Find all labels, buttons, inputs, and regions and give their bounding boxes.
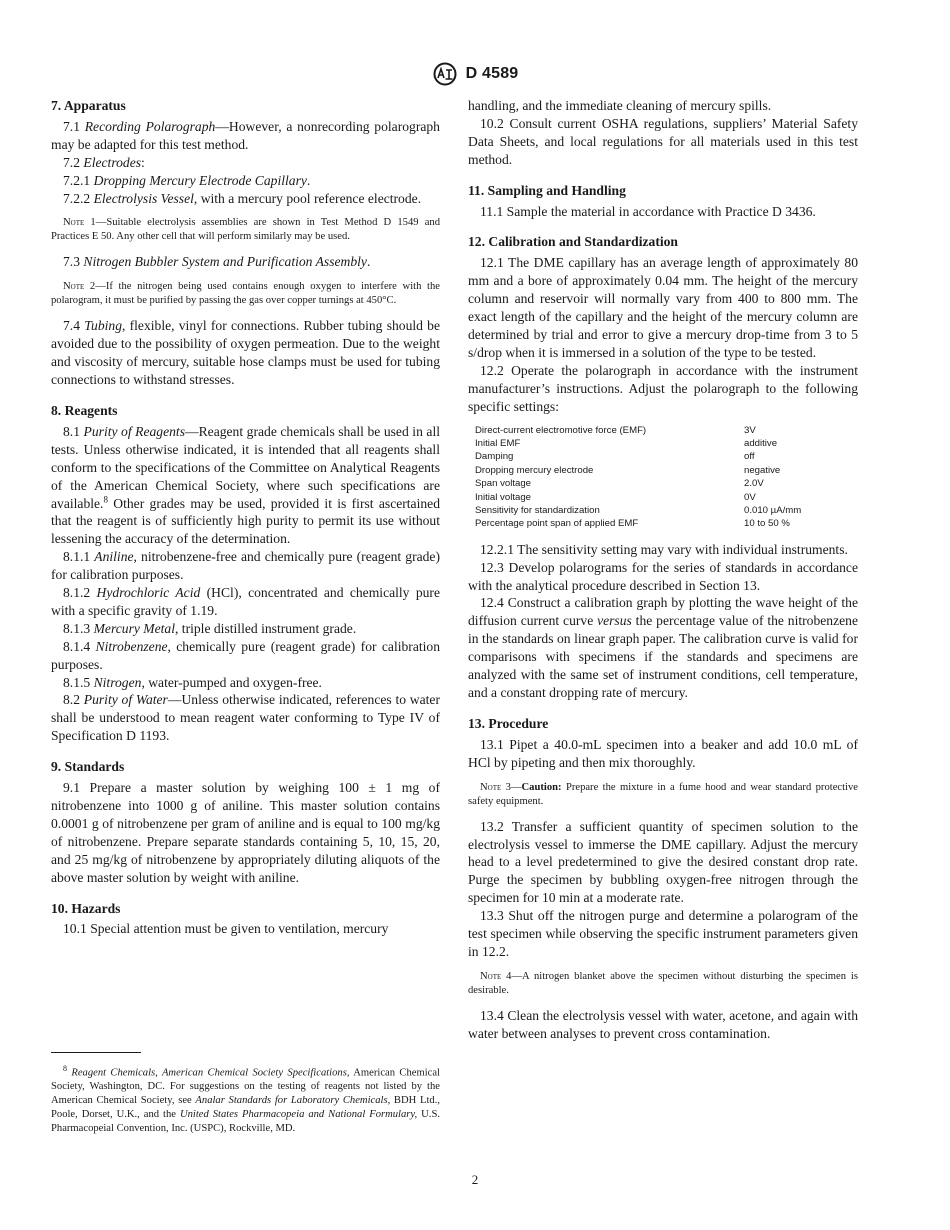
paragraph-7-2-2: 7.2.2 Electrolysis Vessel, with a mercury pool reference electrode. bbox=[63, 190, 422, 206]
astm-logo-icon bbox=[432, 62, 458, 86]
paragraph-12-2-1: 12.2.1 The sensitivity setting may vary with individual instruments. bbox=[480, 541, 848, 557]
section-8-heading: 8. Reagents bbox=[51, 402, 118, 418]
setting-value: 2.0V bbox=[744, 478, 764, 490]
table-row bbox=[468, 464, 858, 477]
setting-value: 0V bbox=[744, 491, 756, 503]
polarograph-settings-table bbox=[468, 424, 858, 531]
setting-value: 3V bbox=[744, 424, 756, 436]
paragraph-7-1: 7.1 Recording Polarograph—However, a nonrecording polarograph may be adapted for this test method. bbox=[51, 118, 440, 152]
paragraph-13-1: 13.1 Pipet a 40.0-mL specimen into a beaker and add 10.0 mL of HCl by pipeting and then mix thoroughly. bbox=[468, 736, 858, 770]
note-3: Note 3—Caution: Prepare the mixture in a fume hood and wear standard protective safety equipment. bbox=[468, 781, 858, 807]
table-row bbox=[468, 437, 858, 450]
setting-name: Damping bbox=[475, 451, 514, 463]
right-column bbox=[468, 97, 858, 1043]
setting-name: Initial voltage bbox=[475, 491, 531, 503]
setting-value: off bbox=[744, 451, 755, 463]
paragraph-8-1: 8.1 Purity of Reagents—Reagent grade chemicals shall be used in all tests. Unless otherwise indicated, it is intended that all reagents shall conform to the specifications of the Committee on Analytical Reagents of the American Chemical Society, where such specifications are available.$^8$ Other grades may be used, provided it is first ascertained that the reagent is of sufficiently high purity to permit its use without lessening the accuracy of the determination. bbox=[51, 423, 440, 547]
paragraph-9-1: 9.1 Prepare a master solution by weighing 100 ± 1 mg of nitrobenzene into 1000 g of aniline. This master solution contains 0.0001 g of nitrobenzene per gram of aniline and is equal to 100 mg/kg of nitrobenzene. Prepare separate standards containing 5, 10, 15, 20, and 25 mg/kg of nitrobenzene by appropriately diluting aliquots of the above master solution by weight with aniline. bbox=[51, 780, 440, 885]
paragraph-13-2: 13.2 Transfer a sufficient quantity of specimen solution to the electrolysis vessel to immerse the DME capillary. Adjust the mercury head to a level predetermined to give the desired constant drop rate. Purge the specimen by bubbling oxygen-free nitrogen through the specimen for 10 min at a moderate rate. bbox=[468, 818, 858, 906]
table-row bbox=[468, 491, 858, 504]
paragraph-7-2: 7.2 Electrodes: bbox=[63, 154, 145, 170]
paragraph-7-4: 7.4 Tubing, flexible, vinyl for connections. Rubber tubing should be avoided due to the possibility of oxygen permeation. Due to the weight and viscosity of mercury, suitable hose clamps must be used for tubing connections to withstand stresses. bbox=[51, 318, 440, 388]
note-4: Note 4—A nitrogen blanket above the specimen without disturbing the specimen is desirable. bbox=[468, 970, 858, 996]
setting-name: Percentage point span of applied EMF bbox=[475, 518, 639, 530]
paragraph-8-2: 8.2 Purity of Water—Unless otherwise indicated, references to water shall be understood to mean reagent water conforming to Type IV of Specification D 1193. bbox=[51, 692, 440, 744]
paragraph-13-3: 13.3 Shut off the nitrogen purge and determine a polarogram of the test specimen while observing the specific instrument parameters given in 12.2. bbox=[468, 908, 858, 959]
page-number: 2 bbox=[471, 1172, 479, 1187]
paragraph-7-3: 7.3 Nitrogen Bubbler System and Purification Assembly. bbox=[63, 254, 371, 270]
paragraph-8-1-1: 8.1.1 Aniline, nitrobenzene-free and chemically pure (reagent grade) for calibration purposes. bbox=[51, 549, 440, 583]
section-12-heading: 12. Calibration and Standardization bbox=[468, 234, 678, 250]
paragraph-12-1: 12.1 The DME capillary has an average length of approximately 80 mm and a bore of approximately 0.04 mm. The height of the mercury column and reservoir will normally vary from 400 to 800 mm. The exact length of the capillary and the height of the mercury column are determined by trial and error to give a mercury drop-time from 3 to 5 s/drop when it is immersed in a solution of the type to be tested. bbox=[468, 255, 858, 360]
setting-value: 10 to 50 % bbox=[744, 518, 790, 530]
setting-value: negative bbox=[744, 464, 781, 476]
footnote-8: $^8$ Reagent Chemicals, American Chemical Society Specifications, American Chemical Society, Washington, DC. For suggestions on the testing of reagents not listed by the American Chemical Society, see Analar Standards for Laboratory Chemicals, BDH Ltd., Poole, Dorset, U.K., and the United States Pharmacopeia and National Formulary, U.S. Pharmacopeial Convention, Inc. (USPC), Rockville, MD. bbox=[51, 1064, 441, 1135]
setting-name: Dropping mercury electrode bbox=[475, 464, 594, 476]
setting-value: additive bbox=[744, 437, 778, 449]
paragraph-11-1: 11.1 Sample the material in accordance with Practice D 3436. bbox=[480, 203, 816, 219]
section-13-heading: 13. Procedure bbox=[468, 715, 549, 731]
paragraph-8-1-4: 8.1.4 Nitrobenzene, chemically pure (reagent grade) for calibration purposes. bbox=[51, 638, 441, 672]
section-10-heading: 10. Hazards bbox=[51, 900, 121, 916]
paragraph-10-1: 10.1 Special attention must be given to ventilation, mercury bbox=[63, 921, 389, 937]
footnote-reference: 8 bbox=[103, 493, 108, 504]
setting-name: Direct-current electromotive force (EMF) bbox=[475, 424, 647, 436]
paragraph-7-2-1: 7.2.1 Dropping Mercury Electrode Capillary. bbox=[63, 172, 311, 188]
paragraph-13-4: 13.4 Clean the electrolysis vessel with water, acetone, and again with water between analyses to prevent cross contamination. bbox=[468, 1007, 858, 1041]
setting-name: Sensitivity for standardization bbox=[475, 504, 600, 516]
paragraph-8-1-5: 8.1.5 Nitrogen, water-pumped and oxygen-free. bbox=[63, 674, 322, 690]
setting-name: Initial EMF bbox=[475, 437, 521, 449]
setting-value: 0.010 µA/mm bbox=[744, 504, 802, 516]
paragraph-8-1-3: 8.1.3 Mercury Metal, triple distilled instrument grade. bbox=[63, 620, 357, 636]
paragraph-12-4: 12.4 Construct a calibration graph by plotting the wave height of the diffusion current curve versus the percentage value of the nitrobenzene in the standards on linear graph paper. The calibration curve is valid for comparisons with specimens if the standards and specimens are analyzed with the same set of instrument conditions, cell temperature, and a constant dropping rate of mercury. bbox=[468, 595, 858, 700]
setting-name: Span voltage bbox=[475, 478, 532, 490]
paragraph-12-3: 12.3 Develop polarograms for the series of standards in accordance with the analytical procedure described in Section 13. bbox=[468, 559, 858, 593]
note-1: Note 1—Suitable electrolysis assemblies are shown in Test Method D 1549 and Practices E 50. Any other cell that will perform similarly may be used. bbox=[51, 217, 440, 243]
section-9-heading: 9. Standards bbox=[51, 759, 125, 775]
section-7-heading: 7. Apparatus bbox=[51, 98, 126, 113]
table-row bbox=[468, 504, 858, 517]
paragraph-10-1-continued: handling, and the immediate cleaning of mercury spills. bbox=[468, 98, 772, 113]
section-11-heading: 11. Sampling and Handling bbox=[468, 182, 626, 198]
paragraph-12-2: 12.2 Operate the polarograph in accordance with the instrument manufacturer’s instructions. Adjust the polarograph to the following specific settings: bbox=[468, 362, 858, 414]
table-row bbox=[468, 477, 858, 490]
paragraph-8-1-2: 8.1.2 Hydrochloric Acid (HCl), concentrated and chemically pure with a specific gravity of 1.19. bbox=[51, 585, 440, 618]
footnote-divider bbox=[51, 1052, 141, 1053]
table-row bbox=[468, 450, 858, 463]
table-row bbox=[468, 517, 858, 530]
standard-designation: D 4589 bbox=[465, 65, 519, 82]
note-2: Note 2—If the nitrogen being used contains enough oxygen to interfere with the polarogram, it must be purified by passing the gas over copper turnings at 450°C. bbox=[51, 281, 440, 307]
page-header bbox=[0, 62, 950, 86]
table-row bbox=[468, 424, 858, 437]
paragraph-10-2: 10.2 Consult current OSHA regulations, suppliers’ Material Safety Data Sheets, and local regulations for all materials used in this test method. bbox=[468, 115, 858, 167]
left-column bbox=[51, 97, 440, 938]
